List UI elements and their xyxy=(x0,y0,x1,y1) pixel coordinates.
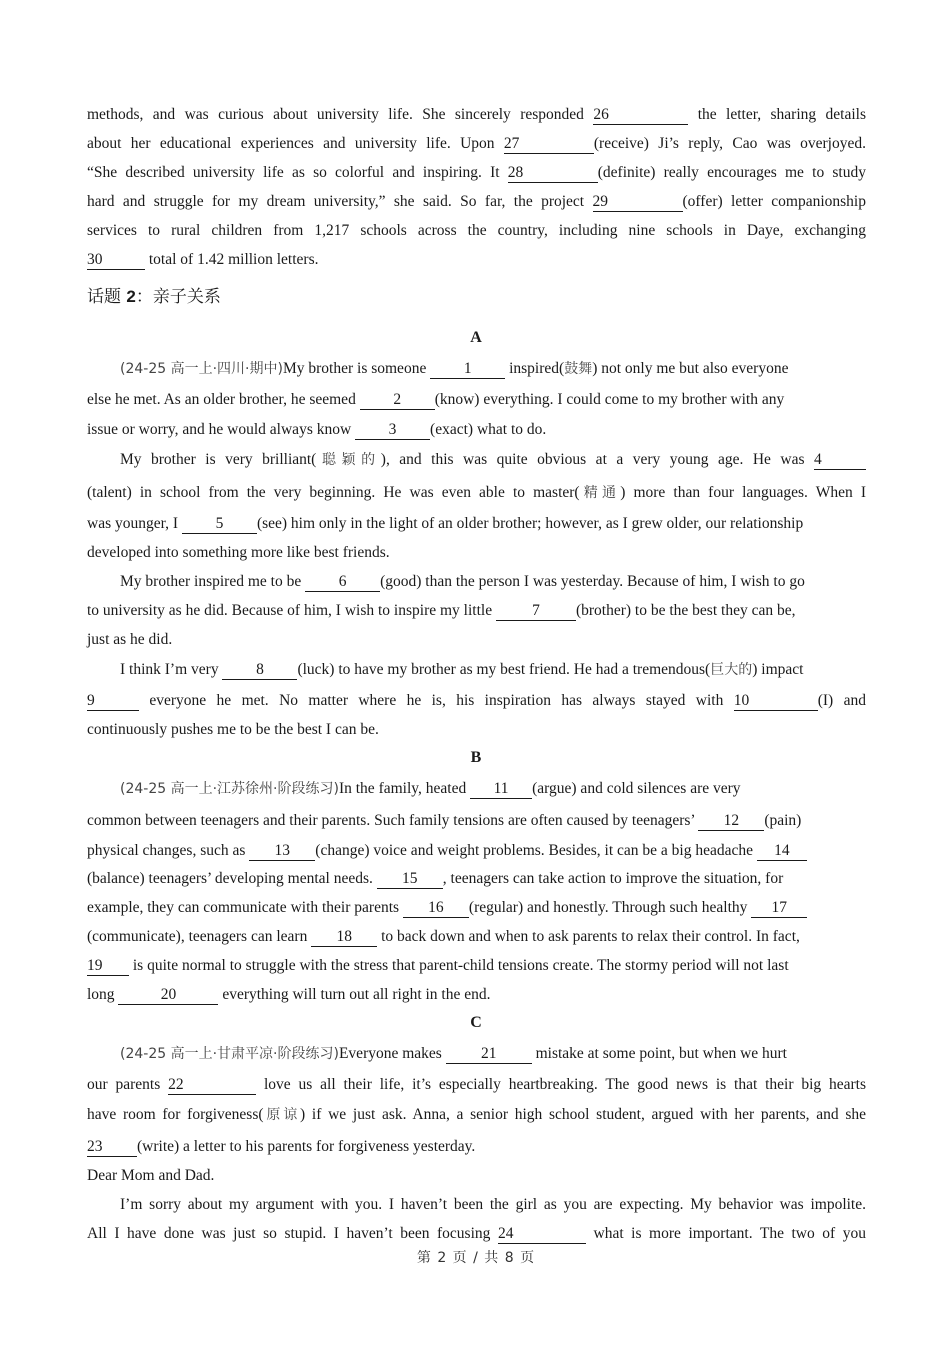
answer-blank-24: 24 xyxy=(498,1226,586,1244)
text-line: All I have done was just so stupid. I haven’t been focusing 24 what is more important. The two of you xyxy=(87,1225,866,1242)
source-tag: (24-25 高一上·甘肃平凉·阶段练习) xyxy=(120,1046,339,1062)
answer-blank-23: 23 xyxy=(87,1139,137,1157)
text-line: My brother is very brilliant(聪颖的), and this was quite obvious at a very young age. He was 4 xyxy=(87,450,866,470)
answer-blank-12: 12 xyxy=(698,813,764,831)
text-line: 9 everyone he met. No matter where he is, his inspiration has always stayed with 10 (I) and xyxy=(87,692,866,709)
text-line: (24-25 高一上·江苏徐州·阶段练习)In the family, heated 11 (argue) and cold silences are very xyxy=(120,780,741,797)
text-line: example, they can communicate with their parents 16 (regular) and honestly. Through such healthy 17 xyxy=(87,898,866,918)
text-line: long 20 everything will turn out all right in the end. xyxy=(87,986,491,1003)
answer-blank-8: 8 xyxy=(222,662,297,680)
text-line: (communicate), teenagers can learn 18 to back down and when to ask parents to relax their control. In fact, xyxy=(87,928,800,945)
text-line: “She described university life as so colorful and inspiring. It 28 (definite) really encourages me to study xyxy=(87,164,866,181)
section-b-label: B xyxy=(470,749,482,766)
source-tag: (24-25 高一上·江苏徐州·阶段练习) xyxy=(120,781,339,797)
answer-blank-21: 21 xyxy=(446,1046,532,1064)
section-a-label: A xyxy=(470,329,482,346)
answer-blank-1: 1 xyxy=(430,361,505,379)
text-line: methods, and was curious about university life. She sincerely responded 26 the letter, sharing details xyxy=(87,106,867,123)
answer-blank-7: 7 xyxy=(496,603,576,621)
answer-blank-27: 27 xyxy=(504,136,594,154)
text-line: (24-25 高一上·四川·期中)My brother is someone 1 inspired(鼓舞) not only me but also everyone xyxy=(120,360,789,377)
answer-blank-15: 15 xyxy=(377,871,443,889)
answer-blank-13: 13 xyxy=(249,843,315,861)
text-line: common between teenagers and their parents. Such family tensions are often caused by teenagers’ 12 (pain) xyxy=(87,812,802,829)
answer-blank-3: 3 xyxy=(355,422,430,440)
text-line: I’m sorry about my argument with you. I haven’t been the girl as you are expecting. My behavior was impolite. xyxy=(120,1196,866,1213)
text-line: was younger, I 5 (see) him only in the light of an older brother; however, as I grew older, our relationship xyxy=(87,515,804,532)
answer-blank-29: 29 xyxy=(593,194,683,212)
text-line: 23 (write) a letter to his parents for forgiveness yesterday. xyxy=(87,1138,476,1155)
section-c-label: C xyxy=(470,1014,482,1031)
answer-blank-14: 14 xyxy=(757,843,807,861)
text-line: our parents 22 love us all their life, it’s especially heartbreaking. The good news is that their big hearts xyxy=(87,1076,867,1093)
text-line: (talent) in school from the very beginning. He was even able to master(精通) more than four languages. When I xyxy=(87,484,866,501)
text-line: services to rural children from 1,217 schools across the country, including nine schools in Daye, exchanging xyxy=(87,222,866,239)
answer-blank-22: 22 xyxy=(168,1077,256,1095)
answer-blank-4: 4 xyxy=(814,452,866,470)
text-line: about her educational experiences and university life. Upon 27 (receive) Ji’s reply, Cao was overjoyed. xyxy=(87,135,866,152)
answer-blank-10: 10 xyxy=(734,693,818,711)
answer-blank-18: 18 xyxy=(311,929,377,947)
answer-blank-30: 30 xyxy=(87,252,145,270)
text-line: continuously pushes me to be the best I can be. xyxy=(87,721,379,738)
answer-blank-6: 6 xyxy=(305,574,380,592)
text-line: (balance) teenagers’ developing mental needs. 15 , teenagers can take action to improve the situation, for xyxy=(87,870,784,887)
text-line: else he met. As an older brother, he seemed 2 (know) everything. I could come to my brother with any xyxy=(87,391,785,408)
answer-blank-17: 17 xyxy=(751,900,807,918)
answer-blank-16: 16 xyxy=(403,900,469,918)
answer-blank-20: 20 xyxy=(118,987,218,1005)
topic-heading: 话题 2：亲子关系 xyxy=(87,287,221,307)
source-tag: (24-25 高一上·四川·期中) xyxy=(120,361,283,377)
text-line: physical changes, such as 13 (change) voice and weight problems. Besides, it can be a big headache 14 xyxy=(87,841,866,861)
text-line: have room for forgiveness(原谅) if we just ask. Anna, a senior high school student, argued with her parents, and she xyxy=(87,1106,867,1123)
text-line: My brother inspired me to be 6 (good) than the person I was yesterday. Because of him, I wish to go xyxy=(120,573,805,590)
text-line: issue or worry, and he would always know 3 (exact) what to do. xyxy=(87,421,547,438)
answer-blank-26: 26 xyxy=(593,107,688,125)
page-number-footer: 第 2 页 / 共 8 页 xyxy=(416,1250,536,1266)
answer-blank-28: 28 xyxy=(508,165,598,183)
text-line: developed into something more like best friends. xyxy=(87,544,390,561)
answer-blank-5: 5 xyxy=(182,516,257,534)
answer-blank-19: 19 xyxy=(87,958,129,976)
text-line: (24-25 高一上·甘肃平凉·阶段练习)Everyone makes 21 mistake at some point, but when we hurt xyxy=(120,1045,787,1062)
text-line: Dear Mom and Dad. xyxy=(87,1167,215,1184)
text-line: to university as he did. Because of him, I wish to inspire my little 7 (brother) to be the best they can be, xyxy=(87,602,796,619)
text-line: hard and struggle for my dream university,” she said. So far, the project 29 (offer) letter companionship xyxy=(87,193,866,210)
answer-blank-9: 9 xyxy=(87,693,139,711)
text-line: 30 total of 1.42 million letters. xyxy=(87,251,319,268)
answer-blank-11: 11 xyxy=(470,781,532,799)
text-line: I think I’m very 8 (luck) to have my brother as my best friend. He had a tremendous(巨大的) impact xyxy=(120,661,804,678)
text-line: just as he did. xyxy=(87,631,173,648)
text-line: 19 is quite normal to struggle with the stress that parent-child tensions create. The stormy period will not last xyxy=(87,957,789,974)
answer-blank-2: 2 xyxy=(360,392,435,410)
